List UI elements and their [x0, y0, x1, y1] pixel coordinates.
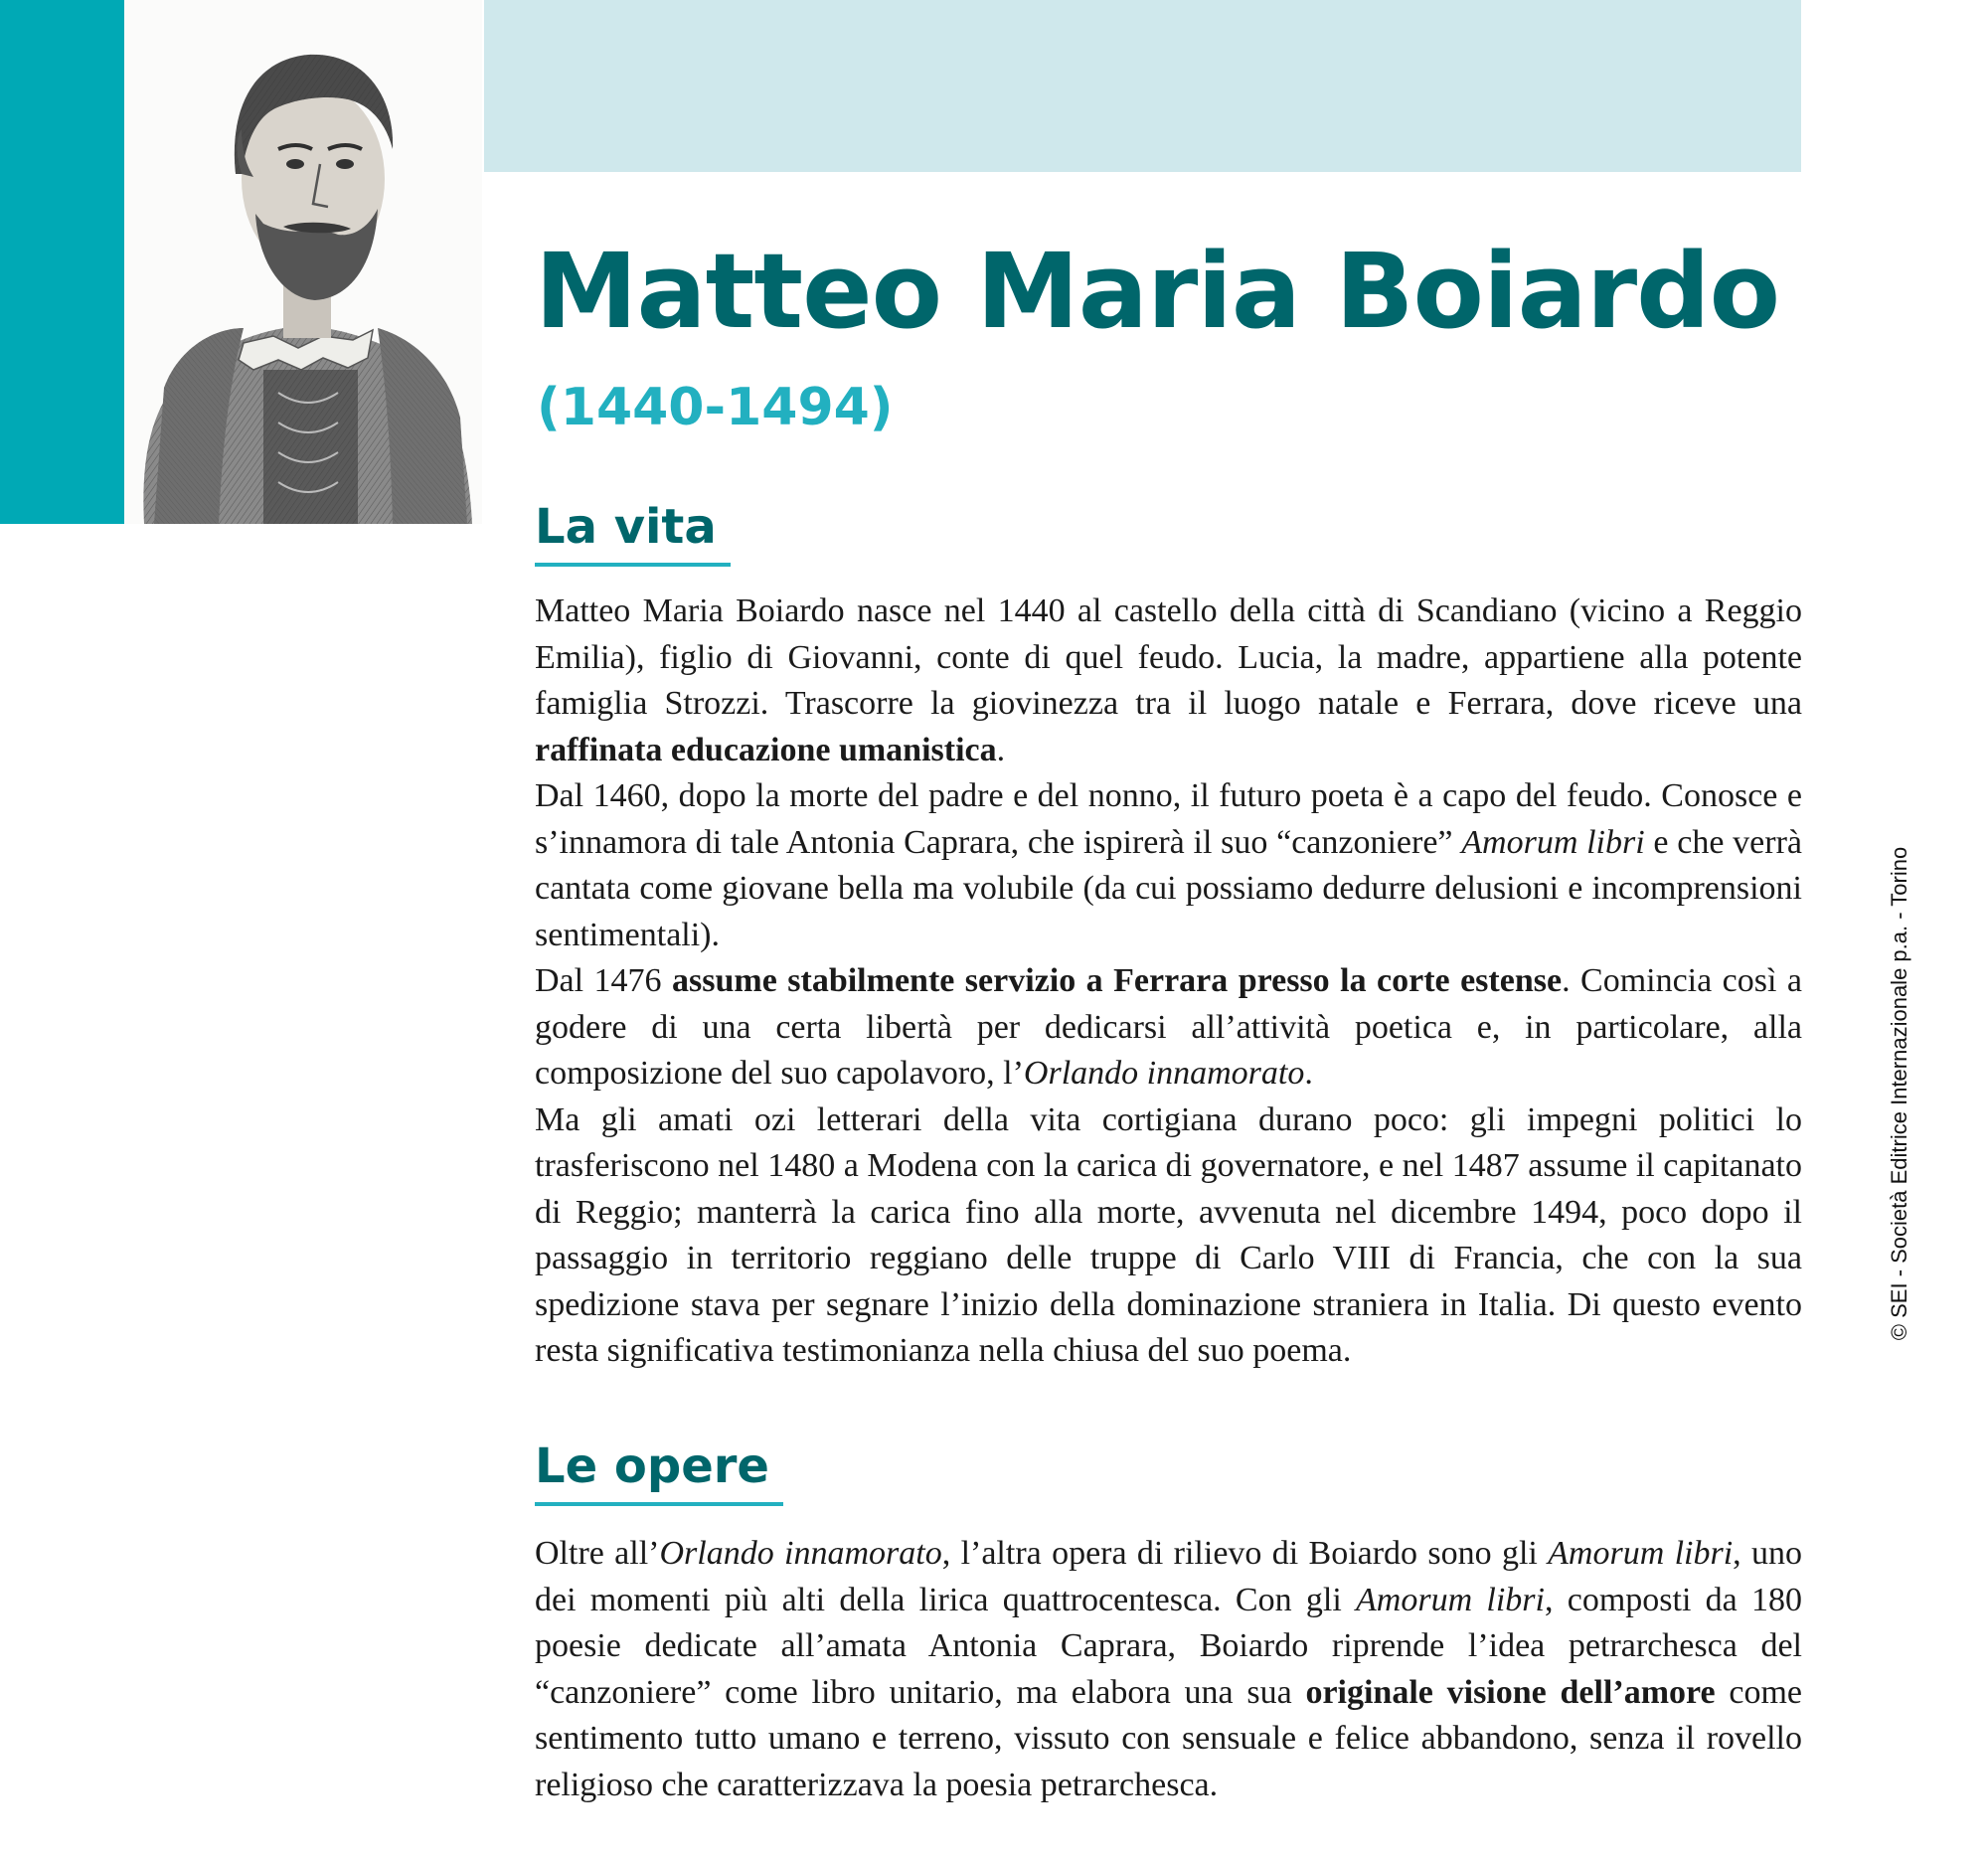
header-band	[484, 0, 1801, 172]
paragraph	[535, 958, 1802, 1098]
text-run: , l’altra opera di rilievo di Boiardo sono gli	[941, 1535, 1549, 1572]
text-run: e che verrà cantata come giovane bella ma volubile (da cui possiamo dedurre delusioni e incomprensioni sentimentali).	[535, 823, 1802, 953]
text-run: , uno dei momenti più alti della lirica quattrocentesca. Con gli	[535, 1535, 1802, 1618]
italic-text: Amorum libri	[1356, 1581, 1545, 1618]
italic-text: Amorum libri	[1461, 823, 1645, 861]
text-run: . Comincia così a godere di una certa libertà per dedicarsi all’attività poetica e, in particolare, alla composizione del suo capolavoro, l’	[535, 962, 1803, 1092]
text-run: Dal 1476	[535, 962, 673, 999]
copyright-notice: © SEI - Società Editrice Internazionale p.a. - Torino	[1887, 846, 1911, 1341]
text-run: Oltre all’	[535, 1535, 660, 1572]
text-run: Ma gli amati ozi letterari della vita cortigiana durano poco: gli impegni politici lo trasferiscono nel 1480 a Modena con la carica di governatore, e nel 1487 assume il capitanato di Reggio; manterrà la carica fino alla morte, avvenuta nel dicembre 1494, poco dopo il passaggio in territorio reggiano delle truppe di Carlo VIII di Francia, che con la sua spedizione stava per segnare l’inizio della dominazione straniera in Italia. Di questo evento resta significativa testimonianza nella chiusa del suo poema.	[535, 1100, 1802, 1369]
italic-text: Amorum libri	[1548, 1535, 1734, 1572]
text-run: .	[996, 731, 1006, 768]
bold-text: originale visione dell’amore	[1305, 1673, 1716, 1711]
paragraph	[535, 1098, 1802, 1375]
bold-text: raffinata educazione umanistica	[535, 731, 997, 768]
italic-text: Orlando innamorato	[1023, 1055, 1305, 1092]
section-body-vita	[535, 589, 1802, 1375]
text-run: Dal 1460, dopo la morte del padre e del nonno, il futuro poeta è a capo del feudo. Conosce e s’innamora di tale Antonia Caprara, che ispirerà il suo “canzoniere”	[535, 777, 1802, 861]
paragraph	[535, 1531, 1802, 1808]
bold-text: assume stabilmente servizio a Ferrara presso la corte estense	[672, 962, 1563, 999]
author-portrait	[124, 0, 482, 524]
italic-text: Orlando innamorato	[659, 1535, 942, 1572]
section-body-opere	[535, 1531, 1802, 1808]
section-title-opere: Le opere	[535, 1439, 783, 1506]
paragraph	[535, 589, 1802, 773]
life-dates: (1440-1494)	[537, 378, 894, 437]
text-run: , composti da 180 poesie dedicate all’amata Antonia Caprara, Boiardo riprende l’idea petrarchesca del “canzoniere” come libro unitario, ma elabora una sua	[535, 1581, 1802, 1711]
paragraph	[535, 773, 1802, 958]
accent-band	[0, 0, 124, 524]
text-run: come sentimento tutto umano e terreno, vissuto con sensuale e felice abbandono, senza il rovello religioso che caratterizzava la poesia petrarchesca.	[535, 1673, 1802, 1803]
text-run: .	[1304, 1055, 1313, 1092]
page-title: Matteo Maria Boiardo	[535, 231, 1780, 352]
text-run: Matteo Maria Boiardo nasce nel 1440 al castello della città di Scandiano (vicino a Reggio Emilia), figlio di Giovanni, conte di quel feudo. Lucia, la madre, appartiene alla potente famiglia Strozzi. Trascorre la giovinezza tra il luogo natale e Ferrara, dove riceve una	[535, 592, 1802, 722]
section-title-vita: La vita	[535, 500, 731, 567]
